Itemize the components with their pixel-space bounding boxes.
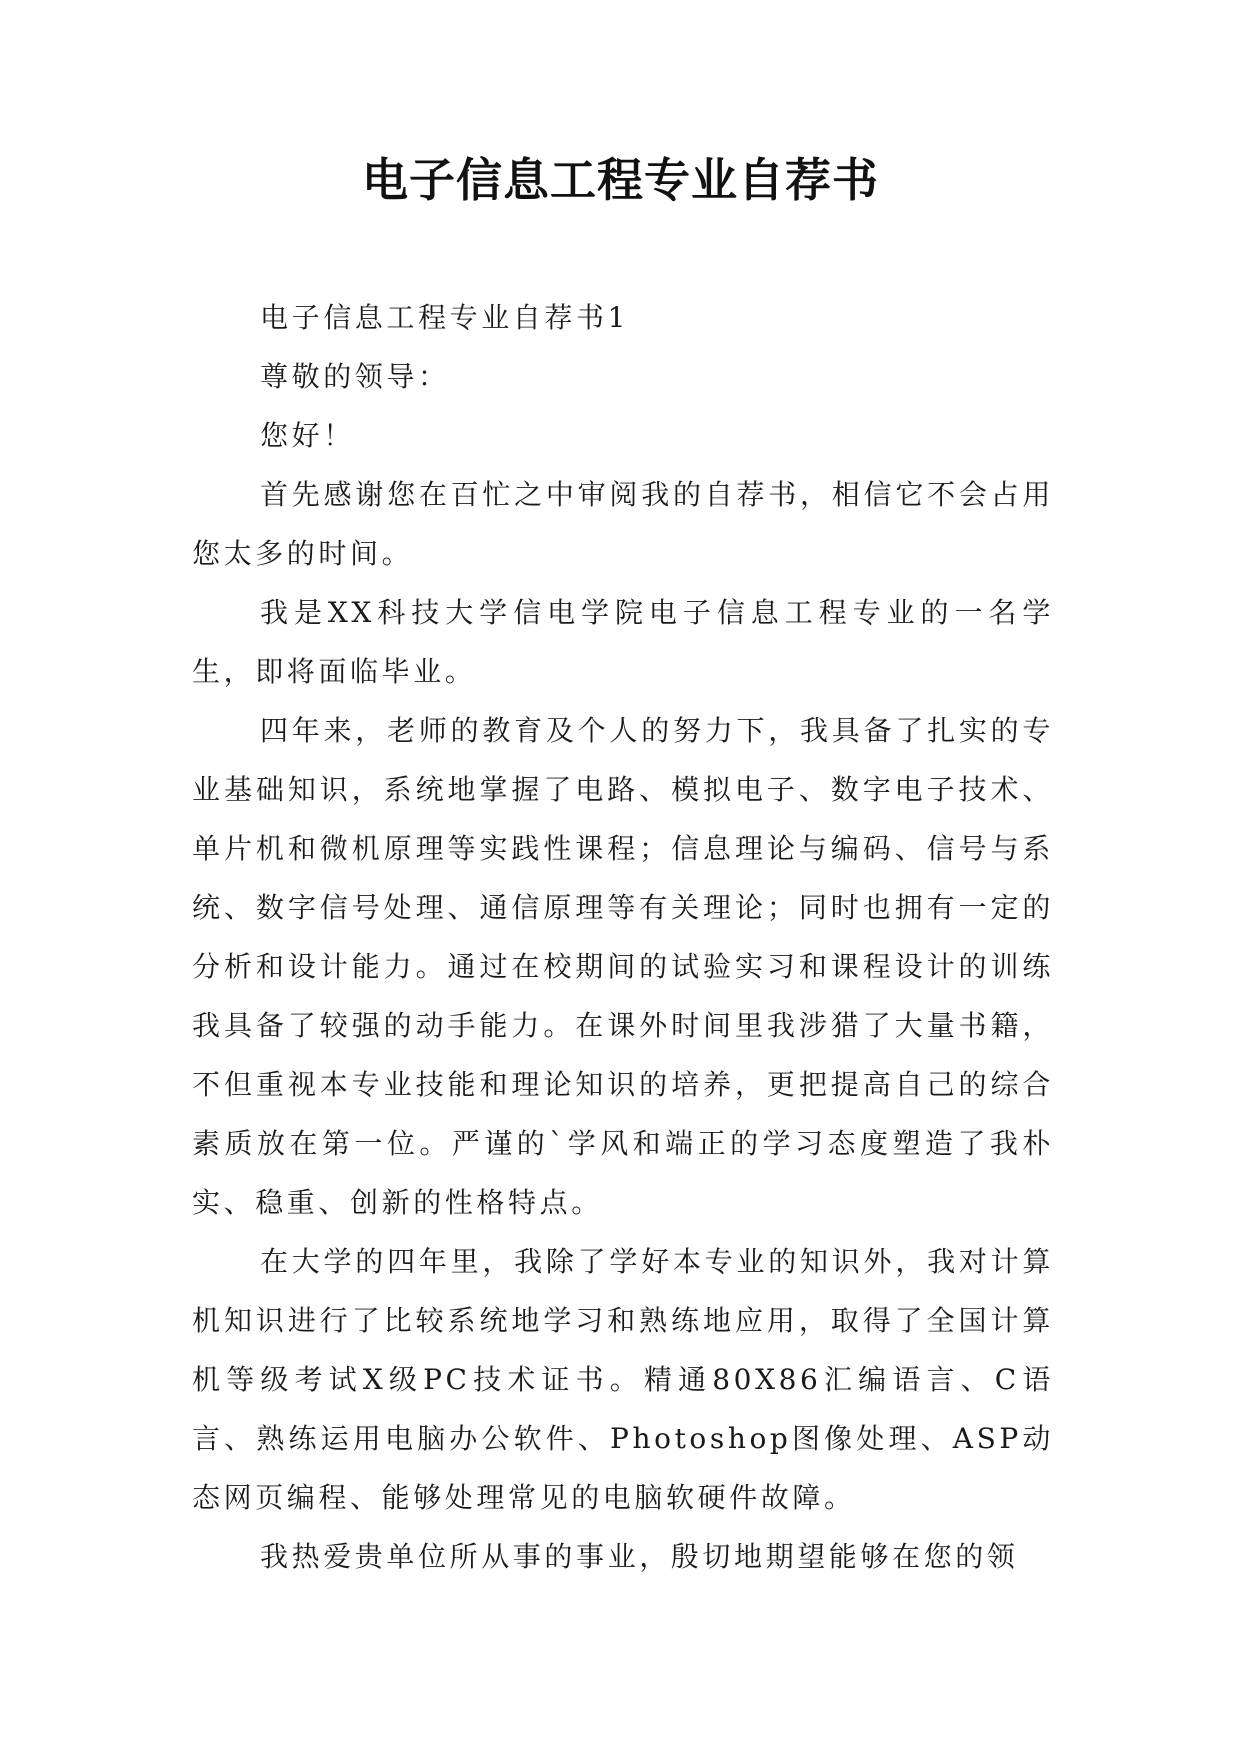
- section-heading: 电子信息工程专业自荐书1: [260, 301, 630, 334]
- salutation: 尊敬的领导：: [260, 360, 450, 393]
- greeting: 您好！: [260, 419, 355, 452]
- body-paragraph: 我热爱贵单位所从事的事业，殷切地期望能够在您的领: [260, 1540, 1019, 1573]
- document-body: [192, 288, 1054, 1586]
- page-title: 电子信息工程专业自荐书: [362, 153, 879, 207]
- body-paragraph: 在大学的四年里，我除了学好本专业的知识外，我对计算机知识进行了比较系统地学习和熟练地应用，取得了全国计算机等级考试X级PC技术证书。精通80X86汇编语言、C语言、熟练运用电脑办公软件、Photoshop图像处理、ASP动态网页编程、能够处理常见的电脑软硬件故障。: [192, 1245, 1054, 1514]
- body-paragraph: 首先感谢您在百忙之中审阅我的自荐书，相信它不会占用您太多的时间。: [192, 478, 1054, 570]
- body-paragraph: 我是XX科技大学信电学院电子信息工程专业的一名学生，即将面临毕业。: [192, 596, 1054, 688]
- body-paragraph: 四年来，老师的教育及个人的努力下，我具备了扎实的专业基础知识，系统地掌握了电路、模拟电子、数字电子技术、单片机和微机原理等实践性课程；信息理论与编码、信号与系统、数字信号处理、通信原理等有关理论；同时也拥有一定的分析和设计能力。通过在校期间的试验实习和课程设计的训练我具备了较强的动手能力。在课外时间里我涉猎了大量书籍，不但重视本专业技能和理论知识的培养，更把提高自己的综合素质放在第一位。严谨的`学风和端正的学习态度塑造了我朴实、稳重、创新的性格特点。: [192, 714, 1054, 1219]
